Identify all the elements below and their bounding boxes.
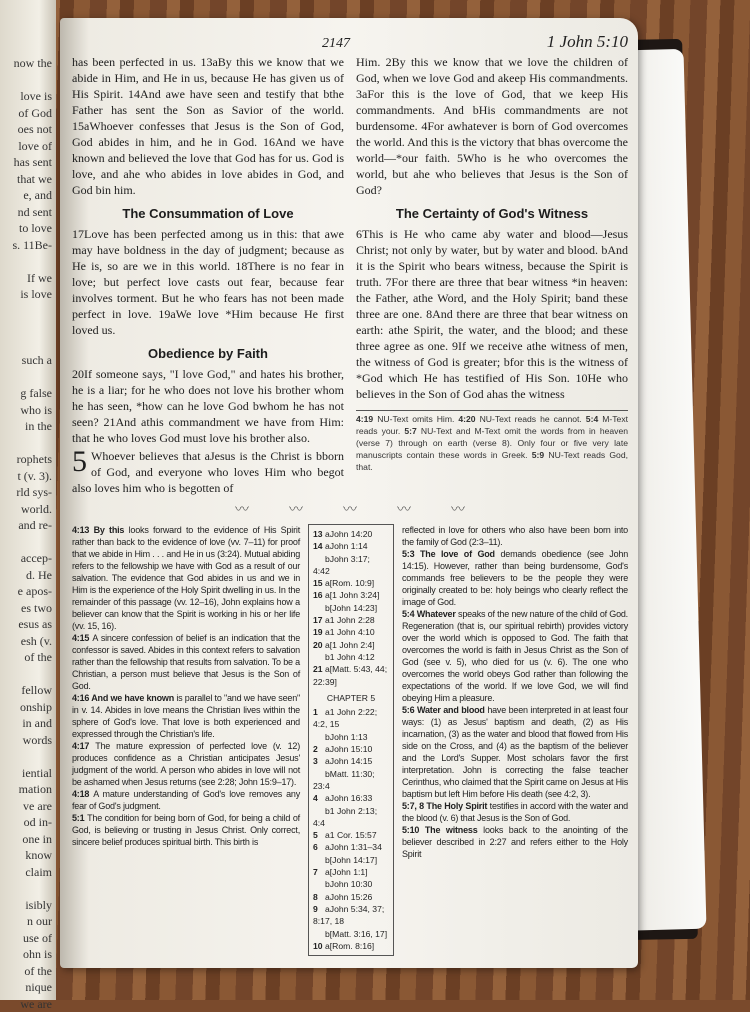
left-page-fragment — [0, 303, 56, 320]
note-ref: 5:3 — [402, 549, 420, 559]
bible-page — [60, 18, 638, 968]
reference-text: aJohn 14:20 — [325, 529, 372, 539]
commentary-note — [72, 692, 300, 740]
left-page-fragment: es two — [0, 600, 56, 617]
reference-text: a1 John 4:10 — [325, 627, 375, 637]
cross-reference — [313, 528, 389, 540]
left-page-fragment — [0, 336, 56, 353]
cross-reference — [313, 589, 389, 601]
left-page-fragment: fellow — [0, 682, 56, 699]
left-page-fragment — [0, 666, 56, 683]
cross-references — [308, 524, 394, 956]
left-page-fragment: d. He — [0, 567, 56, 584]
commentary-note — [402, 524, 628, 548]
left-page-fragment: that we — [0, 171, 56, 188]
reference-text: a[1 John 3:24] — [325, 590, 379, 600]
commentary-section — [72, 524, 628, 956]
left-page-fragment — [0, 880, 56, 897]
chapter-number: 5 — [72, 448, 87, 476]
left-page-fragment — [0, 369, 56, 386]
verse-number: 6 — [313, 841, 325, 853]
cross-reference — [313, 626, 389, 638]
note-ref: 4:17 — [72, 741, 95, 751]
note-lead: The love of God — [420, 549, 500, 559]
left-page-fragment: nd sent — [0, 204, 56, 221]
cross-reference — [313, 903, 389, 928]
cross-reference — [313, 928, 389, 940]
left-page-fragment: oes not — [0, 121, 56, 138]
verse-number: 7 — [313, 866, 325, 878]
note-text: A sincere confession of belief is an indication that the confessor is saved. Abides in this context refers to salvation rather than the fellowship that results from salvation. To be a Christian, a person must believe that Jesus is the Son of God. — [72, 633, 300, 691]
section-heading: The Consummation of Love — [72, 206, 344, 222]
commentary-left — [72, 524, 300, 848]
footnote-text: NU-Text reads God, that. — [356, 450, 628, 472]
footnote-text: NU-Text reads he cannot. — [480, 414, 586, 424]
left-page-fragment — [0, 253, 56, 270]
cross-reference — [313, 706, 389, 731]
left-page-fragment — [0, 534, 56, 551]
left-page-fragment: is love — [0, 286, 56, 303]
chapter-start — [72, 448, 344, 496]
left-page-fragment: n our — [0, 913, 56, 930]
left-page-fragment: and re- — [0, 517, 56, 534]
left-page-fragment: has sent — [0, 154, 56, 171]
reference-text: bMatt. 11:30; 23:4 — [313, 769, 375, 791]
note-text: looks back to the anointing of the believer described in 2:27 and refers either to the Holy Spirit — [402, 825, 628, 859]
left-page-fragment: t (v. 3). — [0, 468, 56, 485]
page-number: 2147 — [322, 36, 350, 52]
cross-reference — [313, 553, 389, 578]
note-ref: 5:1 — [72, 813, 87, 823]
reference-text: aJohn 5:34, 37; 8:17, 18 — [313, 904, 384, 926]
left-page-fragment: rld sys- — [0, 484, 56, 501]
left-page-fragment: of God — [0, 105, 56, 122]
left-page-fragment: know — [0, 847, 56, 864]
note-text: looks forward to the evidence of His Spirit rather than back to the evidence of love (vv. 7–11) for proof that we abide in Him . . . and He in us (3:24). Mutual abiding refers to the fellowship we have with God as a result of our salvation. The evidence that God abides in us and we in Him is the experience of the Holy Spirit dwelling in us. In the remainder of this passage (vv. 12–16), John explains how a believer can know that the Spirit is working in his or her life (vv. 15, 16). — [72, 525, 300, 631]
commentary-note — [72, 788, 300, 812]
note-ref: 4:18 — [72, 789, 93, 799]
left-page-fragment: in and — [0, 715, 56, 732]
left-page-fragment — [0, 72, 56, 89]
left-page-fragment: isibly — [0, 897, 56, 914]
note-lead: The Holy Spirit — [426, 801, 489, 811]
left-page-fragment: od in- — [0, 814, 56, 831]
left-page-fragment: love is — [0, 88, 56, 105]
left-page-sliver — [0, 0, 56, 1000]
note-text: demands obedience (see John 14:15). However, rather than being burdensome, God's commands free believers to be the people they were originally created to be: holy beings who clearly reflect the image of God. — [402, 549, 628, 607]
note-text: have been interpreted in at least four ways: (1) as Jesus' baptism and death, (2) as His incarnation, (3) as the water and blood that flowed from His side on the Cross, and (4) as the baptism of the believer and the Lord's Supper. Most scholars favor the first interpretation. John is correcting the false teacher Cerinthus, who claimed that the Spirit came on Jesus at His baptism but left Him before His death (see 4:2, 3). — [402, 705, 628, 799]
reference-text: b1 John 2:13; 4:4 — [313, 806, 377, 828]
commentary-note — [72, 812, 300, 848]
left-page-fragment: rophets — [0, 451, 56, 468]
note-lead: Whatever — [417, 609, 458, 619]
commentary-note — [402, 548, 628, 608]
reference-text: aJohn 1:31–34 — [325, 842, 382, 852]
note-lead: The witness — [425, 825, 483, 835]
verse-number: 16 — [313, 589, 325, 601]
left-page-fragment: e, and — [0, 187, 56, 204]
cross-reference — [313, 805, 389, 830]
verse-number: 13 — [313, 528, 325, 540]
ornament-icon: 〰 — [397, 502, 411, 520]
verse-text: Him. 2By this we know that we love the children of God, when we love God and akeep His commandments. 3aFor this is the love of God, that we keep His commandments. And bHis commandments are not burdensome. 4For awhatever is born of God overcomes the world. And this is the victory that bhas overcome the world—*our faith. 5Who is he who overcomes the world, but ahe who believes that Jesus is the Son of God? — [356, 54, 628, 198]
cross-reference — [313, 866, 389, 878]
left-page-fragment: g false — [0, 385, 56, 402]
reference-text: a[1 John 2:4] — [325, 640, 375, 650]
section-heading: Obedience by Faith — [72, 346, 344, 362]
cross-reference — [313, 792, 389, 804]
left-page-fragment: onship — [0, 699, 56, 716]
cross-reference — [313, 639, 389, 651]
cross-reference — [313, 577, 389, 589]
left-page-fragment: e apos- — [0, 583, 56, 600]
cross-reference — [313, 743, 389, 755]
left-page-fragment: accep- — [0, 550, 56, 567]
reference-text: aJohn 1:14 — [325, 541, 368, 551]
footnote-text: M-Text reads your. — [356, 414, 628, 436]
cross-reference — [313, 854, 389, 866]
note-ref: 4:16 — [72, 693, 91, 703]
reference-text: a1 John 2:28 — [325, 615, 375, 625]
verse-number: 4 — [313, 792, 325, 804]
left-page-fragment: to love — [0, 220, 56, 237]
footnote-ref: 4:19 — [356, 414, 377, 424]
reference-text: bJohn 3:17; 4:42 — [313, 554, 370, 576]
verse-text: 17Love has been perfected among us in this: that awe may have boldness in the day of judgment; because as He is, so are we in this world. 18There is no fear in love; but perfect love casts out fear, because fear involves torment. But he who fears has not been made perfect in love. 19aWe love *Him because He first loved us. — [72, 226, 344, 338]
left-page-fragment: one in — [0, 831, 56, 848]
note-ref: 5:7, 8 — [402, 801, 426, 811]
left-page-fragment: we are — [0, 996, 56, 1012]
left-page-fragment — [0, 748, 56, 765]
verse-text: 6This is He who came aby water and blood—Jesus Christ; not only by water, but by water and blood. bAnd it is the Spirit who bears witness, because the Spirit is truth. 7For there are three that bear witness *in heaven: the Father, athe Word, and the Holy Spirit; band these three are one. 8And there are three that bear witness on earth: athe Spirit, the water, and the blood; and these three agree as one. 9If we receive athe witness of men, the witness of God is greater; bfor this is the witness of *God which He has testified of His Son. 10He who believes in the Son of God ahas the witness — [356, 226, 628, 402]
verse-number: 20 — [313, 639, 325, 651]
commentary-note — [72, 632, 300, 692]
cross-reference — [313, 651, 389, 663]
note-lead: Water and blood — [417, 705, 487, 715]
commentary-right — [402, 524, 628, 860]
reference-text: bJohn 10:30 — [325, 879, 372, 889]
reference-text: aJohn 15:26 — [325, 892, 372, 902]
reference-text: a1 Cor. 15:57 — [325, 830, 377, 840]
verse-number: 8 — [313, 891, 325, 903]
left-page-fragment: in the — [0, 418, 56, 435]
left-page-fragment: claim — [0, 864, 56, 881]
ornament-icon: 〰 — [343, 502, 357, 520]
cross-reference — [313, 940, 389, 952]
footnote-text: NU-Text omits Him. — [377, 414, 458, 424]
cross-reference — [313, 768, 389, 793]
reference-text: aJohn 14:15 — [325, 756, 372, 766]
verse-number: 9 — [313, 903, 325, 915]
reference-text: a[Matt. 5:43, 44; 22:39] — [313, 664, 387, 686]
footnotes — [356, 410, 628, 473]
commentary-note — [72, 740, 300, 788]
commentary-note — [72, 524, 300, 632]
verse-text: 20If someone says, "I love God," and hates his brother, he is a liar; for he who does not love his brother whom he has seen, *how can he love God bwhom he has not seen? 21And athis commandment we have from Him: that he who loves God must love his brother also. — [72, 366, 344, 446]
footnote — [458, 414, 585, 424]
left-page-fragment: such a — [0, 352, 56, 369]
verse-text: Whoever believes that aJesus is the Christ is bborn of God, and everyone who loves Him who begot also loves him who is begotten of — [72, 449, 344, 495]
commentary-note — [402, 824, 628, 860]
cross-reference — [313, 878, 389, 890]
ornament-icon: 〰 — [451, 502, 465, 520]
note-lead: By this — [94, 525, 129, 535]
reference-text: b[Matt. 3:16, 17] — [325, 929, 387, 939]
page-header — [72, 26, 628, 52]
note-ref: 5:10 — [402, 825, 425, 835]
footnote — [356, 414, 458, 424]
verse-text: has been perfected in us. 13aBy this we know that we abide in Him, and He in us, because He has given us of His Spirit. 14And awe have seen and testify that bthe Father has sent the Son as Savior of the world. 15aWhoever confesses that Jesus is the Son of God, God abides in him, and he in God. 16And we have known and believed the love that God has for us. God is love, and ahe who abides in love abides in God, and God bin him. — [72, 54, 344, 198]
note-ref: 4:13 — [72, 525, 94, 535]
chapter-label: CHAPTER 5 — [313, 692, 389, 704]
cross-reference — [313, 891, 389, 903]
cross-reference — [313, 829, 389, 841]
left-page-fragment: who is — [0, 402, 56, 419]
reference-text: a[Rom. 10:9] — [325, 578, 374, 588]
cross-reference — [313, 841, 389, 853]
note-lead: And we have known — [91, 693, 176, 703]
left-page-fragment — [0, 435, 56, 452]
note-ref: 5:6 — [402, 705, 417, 715]
left-page-fragment: iential — [0, 765, 56, 782]
footnote-ref: 5:7 — [404, 426, 421, 436]
footnote-ref: 5:9 — [532, 450, 549, 460]
verse-number: 2 — [313, 743, 325, 755]
left-page-fragment: esh (v. — [0, 633, 56, 650]
verse-number: 21 — [313, 663, 325, 675]
reference-text: a1 John 2:22; 4:2, 15 — [313, 707, 377, 729]
commentary-note — [402, 608, 628, 704]
reference-text: a[Rom. 8:16] — [325, 941, 374, 951]
cross-reference — [313, 755, 389, 767]
note-text: testifies in accord with the water and the blood (v. 6) that Jesus is the Son of God. — [402, 801, 628, 823]
verse-number: 15 — [313, 577, 325, 589]
note-text: reflected in love for others who also have been born into the family of God (2:3–11). — [402, 525, 628, 547]
ornament-icon: 〰 — [235, 502, 249, 520]
cross-reference — [313, 614, 389, 626]
left-page-fragment: love of — [0, 138, 56, 155]
left-page-fragment: ve are — [0, 798, 56, 815]
reference-text: b1 John 4:12 — [325, 652, 375, 662]
verse-number: 19 — [313, 626, 325, 638]
verse-number: 10 — [313, 940, 325, 952]
left-page-fragment: s. 11Be- — [0, 237, 56, 254]
reference-text: b[John 14:17] — [325, 855, 377, 865]
footnote-text: NU-Text and M-Text omit the words from in heaven (verse 7) through on earth (verse 8). Only four or five very late manuscripts contain these words in Greek. — [356, 426, 628, 460]
footnote-ref: 5:4 — [586, 414, 602, 424]
reference-text: b[John 14:23] — [325, 603, 377, 613]
left-page-fragment: nique — [0, 979, 56, 996]
verse-number: 3 — [313, 755, 325, 767]
reference-text: aJohn 15:10 — [325, 744, 372, 754]
right-text-column — [356, 54, 628, 496]
note-text: A mature understanding of God's love removes any fear of God's judgment. — [72, 789, 300, 811]
footnote-ref: 4:20 — [458, 414, 479, 424]
verse-number: 5 — [313, 829, 325, 841]
ornament-icon: 〰 — [289, 502, 303, 520]
section-heading: The Certainty of God's Witness — [356, 206, 628, 222]
chapter-reference: 1 John 5:10 — [547, 32, 628, 52]
left-page-fragment: world. — [0, 501, 56, 518]
cross-reference — [313, 663, 389, 688]
verse-number: 14 — [313, 540, 325, 552]
verse-number: 1 — [313, 706, 325, 718]
left-text-column — [72, 54, 344, 496]
reference-text: a[John 1:1] — [325, 867, 368, 877]
left-page-fragment: of the — [0, 649, 56, 666]
left-page-fragment: mation — [0, 781, 56, 798]
cross-reference — [313, 731, 389, 743]
left-page-fragment: of the — [0, 963, 56, 980]
scripture-text — [72, 54, 628, 496]
left-page-fragment: esus as — [0, 616, 56, 633]
left-page-fragment: use of — [0, 930, 56, 947]
cross-reference — [313, 540, 389, 552]
note-text: The condition for being born of God, for being a child of God, is believing or trusting in Jesus Christ. Only correct, sincere belief produces spiritual birth. This birth is — [72, 813, 300, 847]
left-page-fragment: ohn is — [0, 946, 56, 963]
section-divider — [72, 502, 628, 520]
reference-text: bJohn 1:13 — [325, 732, 368, 742]
note-ref: 4:15 — [72, 633, 92, 643]
left-page-fragment — [0, 319, 56, 336]
verse-number: 17 — [313, 614, 325, 626]
note-text: is parallel to "and we have seen" in v. 14. Abides in love means the Christian lives within the sphere of God's love. That love is both experienced and expressed through the Christian's life. — [72, 693, 300, 739]
left-page-fragment: now the — [0, 55, 56, 72]
left-page-fragment: words — [0, 732, 56, 749]
note-ref: 5:4 — [402, 609, 417, 619]
commentary-note — [402, 800, 628, 824]
cross-reference — [313, 602, 389, 614]
left-page-fragment: If we — [0, 270, 56, 287]
reference-text: aJohn 16:33 — [325, 793, 372, 803]
commentary-note — [402, 704, 628, 800]
note-text: speaks of the new nature of the child of God. Regeneration (that is, our spiritual rebirth) provides victory over the world which is opposed to God. The faith that overcomes the world is faith in Jesus Christ as the Son of God (see v. 5), who died for us (v. 6). The one who overcomes the world obeys God rather than following the expectations of the world. If we love God, we will find obeying Him a pleasure. — [402, 609, 628, 703]
note-text: The mature expression of perfected love (v. 12) produces confidence as a Christian anticipates Jesus' judgment of the world. A person who abides in love will not be ashamed when Jesus returns (see 2:28; John 15:9–17). — [72, 741, 300, 787]
